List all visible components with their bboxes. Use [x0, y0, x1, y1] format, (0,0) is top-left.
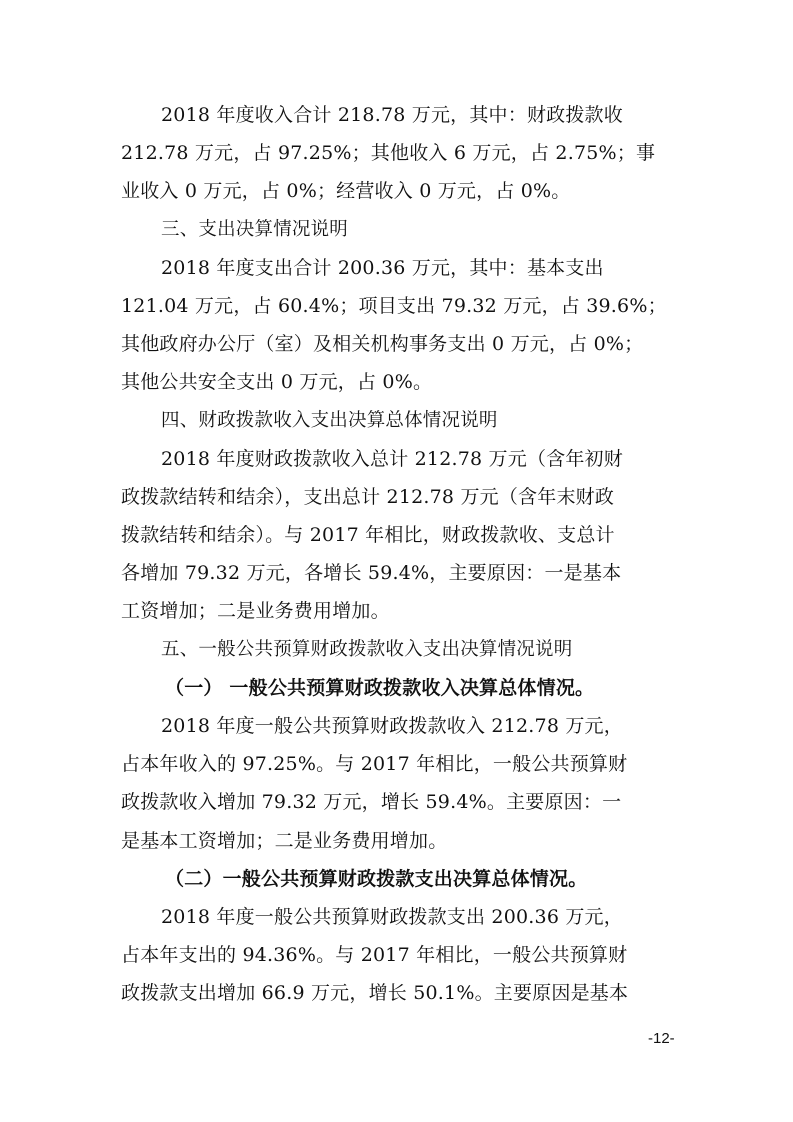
paragraph-line: 是基本工资增加；二是业务费用增加。	[121, 829, 448, 852]
paragraph-line: 业收入 0 万元，占 0%；经营收入 0 万元，占 0%。	[121, 180, 571, 203]
page-number: -12-	[648, 1030, 675, 1047]
paragraph-line: 工资增加；二是业务费用增加。	[121, 600, 390, 623]
body-text	[121, 96, 681, 1013]
paragraph-line: 2018 年度财政拨款收入总计 212.78 万元（含年初财	[161, 447, 623, 470]
paragraph-line: 政拨款收入增加 79.32 万元，增长 59.4%。主要原因：一	[121, 791, 622, 814]
paragraph-line: 2018 年度一般公共预算财政拨款支出 200.36 万元，	[161, 905, 623, 928]
paragraph-line: 拨款结转和结余）。与 2017 年相比，财政拨款收、支总计	[121, 524, 615, 547]
paragraph-line: 占本年支出的 94.36%。与 2017 年相比，一般公共预算财	[121, 944, 628, 967]
paragraph-line: 2018 年度一般公共预算财政拨款收入 212.78 万元，	[161, 715, 623, 737]
paragraph-line: 212.78 万元，占 97.25%；其他收入 6 万元，占 2.75%；事	[121, 142, 656, 165]
paragraph-line: 占本年收入的 97.25%。与 2017 年相比，一般公共预算财	[121, 753, 628, 776]
paragraph-line: 各增加 79.32 万元，各增长 59.4%，主要原因：一是基本	[121, 562, 622, 585]
paragraph-line: 政拨款支出增加 66.9 万元，增长 50.1%。主要原因是基本	[121, 982, 629, 1005]
paragraph-line: 2018 年度收入合计 218.78 万元，其中：财政拨款收	[161, 104, 623, 126]
section-heading-fiscal-total: 四、财政拨款收入支出决算总体情况说明	[161, 409, 498, 431]
section-heading-general-budget: 五、一般公共预算财政拨款收入支出决算情况说明	[161, 638, 573, 660]
section-heading-expenditure: 三、支出决算情况说明	[161, 218, 349, 240]
paragraph-line: 政拨款结转和结余），支出总计 212.78 万元（含年末财政	[121, 485, 615, 508]
subsection-heading-income: （一） 一般公共预算财政拨款收入决算总体情况。	[165, 676, 595, 699]
paragraph-line: 其他公共安全支出 0 万元，占 0%。	[121, 371, 433, 394]
paragraph-line: 2018 年度支出合计 200.36 万元，其中：基本支出	[161, 256, 604, 279]
paragraph-line: 121.04 万元，占 60.4%；项目支出 79.32 万元，占 39.6%；	[121, 294, 667, 317]
subsection-heading-expenditure: （二）一般公共预算财政拨款支出决算总体情况。	[165, 867, 588, 890]
paragraph-line: 其他政府办公厅（室）及相关机构事务支出 0 万元，占 0%；	[121, 333, 644, 356]
